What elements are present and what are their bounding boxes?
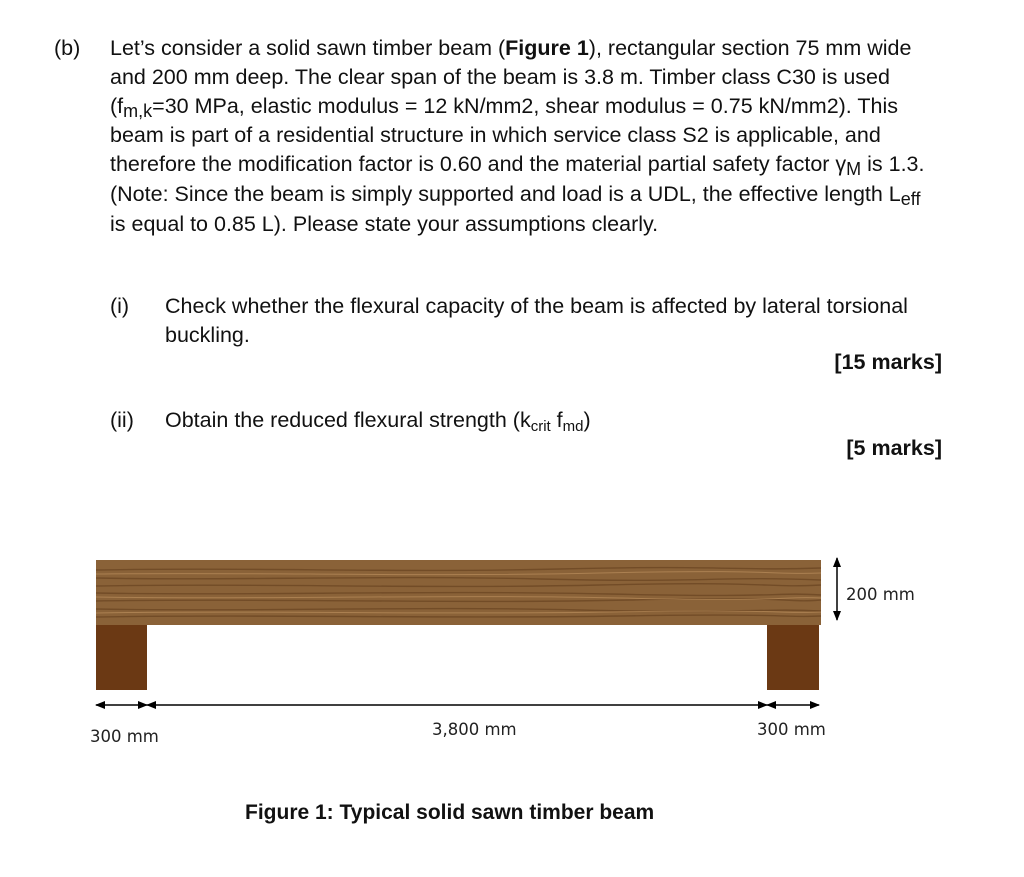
part-ii-text-c: ) bbox=[583, 408, 591, 432]
question-seg1: Let’s consider a solid sawn timber beam ( bbox=[110, 36, 506, 60]
right-support bbox=[767, 625, 819, 690]
part-ii-text-b: f bbox=[550, 408, 563, 432]
part-ii-marks: [5 marks] bbox=[846, 436, 942, 460]
question-seg3: =30 MPa, elastic modulus = 12 kN/mm2, shear modulus = 0.75 kN/mm2). This beam is part of a residential structure in which service class S2 is applicable, and therefore the modification factor is 0.60 and the material partial safety factor γ bbox=[110, 93, 898, 177]
part-ii-number: (ii) bbox=[110, 408, 134, 432]
span-label: 3,800 mm bbox=[432, 720, 517, 739]
beam-figure bbox=[0, 540, 1024, 750]
left-support bbox=[96, 625, 147, 690]
question-seg2: ), rectangular section 75 mm wide and 200 mm deep. The clear span of the beam is 3.8 m. Timber class C30 is used (f bbox=[110, 36, 912, 118]
part-ii-text bbox=[165, 406, 925, 438]
subscript-eff: eff bbox=[900, 188, 921, 209]
question-seg4: is 1.3. (Note: Since the beam is simply supported and load is a UDL, the effective length L bbox=[110, 152, 925, 206]
part-i-marks: [15 marks] bbox=[834, 350, 942, 374]
subscript-md: md bbox=[562, 418, 584, 435]
figure-caption: Figure 1: Typical solid sawn timber beam bbox=[245, 801, 655, 824]
subscript-mk: m,k bbox=[123, 100, 153, 121]
question-label: (b) bbox=[54, 36, 81, 60]
question-text bbox=[110, 34, 940, 239]
part-i-text: Check whether the flexural capacity of the beam is affected by lateral torsional buckling. bbox=[165, 294, 908, 347]
figure-reference: Figure 1 bbox=[505, 36, 589, 60]
left-support-label: 300 mm bbox=[90, 727, 159, 746]
question-seg5: is equal to 0.85 L). Please state your assumptions clearly. bbox=[110, 211, 659, 236]
part-i-number: (i) bbox=[110, 294, 130, 318]
subscript-crit: crit bbox=[530, 418, 551, 435]
depth-label: 200 mm bbox=[846, 585, 915, 604]
subscript-m: M bbox=[846, 159, 862, 180]
right-support-label: 300 mm bbox=[757, 720, 826, 739]
part-ii-text-a: Obtain the reduced flexural strength (k bbox=[165, 408, 531, 432]
